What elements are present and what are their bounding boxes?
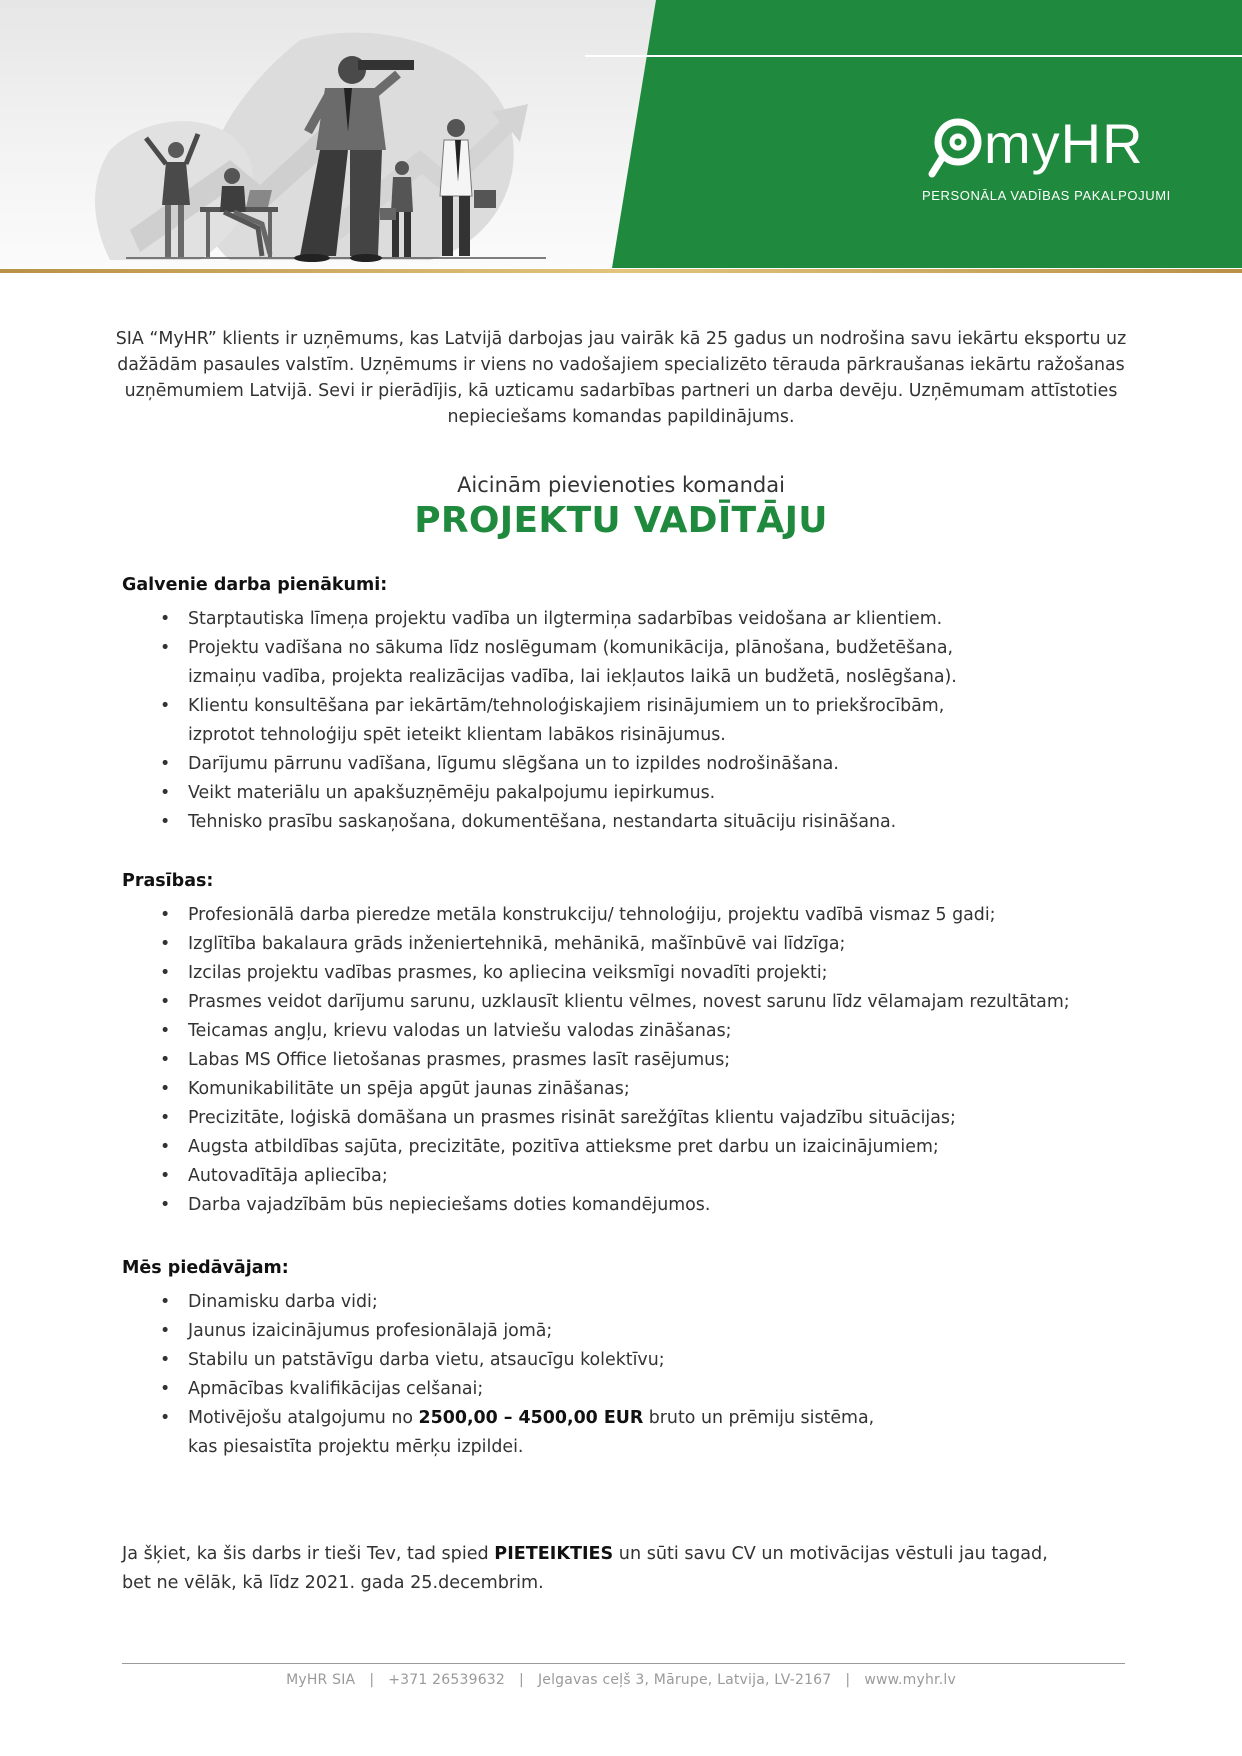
bullet-icon: • <box>160 1350 171 1370</box>
list-item: • Darījumu pārrunu vadīšana, līgumu slēgšana un to izpildes nodrošināšana. <box>122 750 1142 779</box>
bullet-icon: • <box>160 1137 171 1157</box>
closing-text: Ja šķiet, ka šis darbs ir tieši Tev, tad spied PIETEIKTIES un sūti savu CV un motivācijas vēstuli jau tagad, bet ne vēlāk, kā līdz 2021. gada 25.decembrim. <box>122 1544 1048 1593</box>
salary-amount: 2500,00 – 4500,00 EUR <box>418 1408 644 1428</box>
header-divider <box>585 55 1242 57</box>
bullet-icon: • <box>160 783 171 803</box>
offer-title: Mēs piedāvājam: <box>122 1258 289 1278</box>
list-item: • Prasmes veidot darījumu sarunu, uzklausīt klientu vēlmes, novest sarunu līdz vēlamajam rezultātam; <box>122 988 1142 1017</box>
list-item: • Starptautiska līmeņa projektu vadība un ilgtermiņa sadarbības veidošana ar klientiem. <box>122 605 1142 634</box>
position-title: PROJEKTU VADĪTĀJU <box>414 500 828 541</box>
footer-separator: | <box>519 1672 524 1688</box>
bullet-icon: • <box>160 1050 171 1070</box>
bullet-icon: • <box>160 1166 171 1186</box>
footer-divider <box>122 1663 1125 1664</box>
footer <box>0 1672 1242 1688</box>
requirements-list <box>122 901 1142 1220</box>
footer-company: MyHR SIA <box>286 1672 356 1688</box>
duties-section <box>122 570 1142 837</box>
bullet-icon: • <box>160 963 171 983</box>
bullet-icon: • <box>160 609 171 629</box>
list-item: • Teicamas angļu, krievu valodas un latviešu valodas zināšanas; <box>122 1017 1142 1046</box>
offer-list <box>122 1288 1142 1462</box>
salary-item: • Motivējošu atalgojumu no 2500,00 – 4500,00 EUR bruto un prēmiju sistēma, kas piesaistīta projektu mērķu izpildei. <box>122 1404 1142 1462</box>
brand-tagline: PERSONĀLA VADĪBAS PAKALPOJUMI <box>922 188 1171 203</box>
bullet-icon: • <box>160 1379 171 1399</box>
list-item: • Tehnisko prasību saskaņošana, dokumentēšana, nestandarta situāciju risināšana. <box>122 808 1142 837</box>
list-item: • Veikt materiālu un apakšuzņēmēju pakalpojumu iepirkumus. <box>122 779 1142 808</box>
gold-divider <box>0 269 1242 273</box>
footer-address: Jelgavas ceļš 3, Mārupe, Latvija, LV-2167 <box>537 1672 832 1688</box>
list-item: • Labas MS Office lietošanas prasmes, prasmes lasīt rasējumus; <box>122 1046 1142 1075</box>
list-item: • Jaunus izaicinājumus profesionālajā jomā; <box>122 1317 1142 1346</box>
bullet-icon: • <box>160 638 171 658</box>
duties-list <box>122 605 1142 837</box>
offer-section <box>122 1253 1142 1462</box>
list-item: • Profesionālā darba pieredze metāla konstrukciju/ tehnoloģiju, projektu vadībā vismaz 5 gadi; <box>122 901 1142 930</box>
logo-wordmark: myHR <box>984 112 1144 175</box>
invite-text: Aicinām pievienoties komandai <box>457 473 785 497</box>
bullet-icon: • <box>160 812 171 832</box>
list-item: • Izcilas projektu vadības prasmes, ko apliecina veiksmīgi novadīti projekti; <box>122 959 1142 988</box>
footer-website-link[interactable]: www.myhr.lv <box>864 1672 956 1688</box>
bullet-icon: • <box>160 1079 171 1099</box>
header-illustration <box>0 0 656 268</box>
bullet-icon: • <box>160 1292 171 1312</box>
list-item: • Projektu vadīšana no sākuma līdz noslēgumam (komunikācija, plānošana, budžetēšana, izmaiņu vadība, projekta realizācijas vadība, lai iekļautos laikā un budžetā, noslēgšana). <box>122 634 1142 692</box>
bullet-icon: • <box>160 696 171 716</box>
footer-phone[interactable]: +371 26539632 <box>388 1672 506 1688</box>
list-item: • Klientu konsultēšana par iekārtām/tehnoloģiskajiem risinājumiem un to priekšrocībām, izprotot tehnoloģiju spēt ieteikt klientam labākos risinājumus. <box>122 692 1142 750</box>
duties-title: Galvenie darba pienākumi: <box>122 575 388 595</box>
footer-separator: | <box>845 1672 851 1688</box>
list-item: • Darba vajadzībām būs nepieciešams doties komandējumos. <box>122 1191 1142 1220</box>
bullet-icon: • <box>160 1321 171 1341</box>
list-item: • Precizitāte, loģiskā domāšana un prasmes risināt sarežģītas klientu vajadzību situācijas; <box>122 1104 1142 1133</box>
list-item: • Autovadītāja apliecība; <box>122 1162 1142 1191</box>
myhr-logo[interactable] <box>928 110 1148 180</box>
requirements-section <box>122 866 1142 1220</box>
list-item: • Apmācības kvalifikācijas celšanai; <box>122 1375 1142 1404</box>
list-item: • Augsta atbildības sajūta, precizitāte, pozitīva attieksme pret darbu un izaicinājumiem; <box>122 1133 1142 1162</box>
header-banner <box>0 0 1242 272</box>
requirements-title: Prasības: <box>122 871 214 891</box>
list-item: • Izglītība bakalaura grāds inženiertehnikā, mehānikā, mašīnbūvē vai līdzīga; <box>122 930 1142 959</box>
list-item: • Komunikabilitāte un spēja apgūt jaunas zināšanas; <box>122 1075 1142 1104</box>
company-intro: SIA “MyHR” klients ir uzņēmums, kas Latvijā darbojas jau vairāk kā 25 gadus un nodrošina savu iekārtu eksportu uz dažādām pasaules valstīm. Uzņēmums ir viens no vadošajiem specializēto tērauda pārkraušanas iekārtu ražošanas uzņēmumiem Latvijā. Sevi ir pierādījis, kā uzticamu sadarbības partneri un darba devēju. Uzņēmumam attīstoties nepieciešams komandas papildinājums. <box>115 329 1127 427</box>
bullet-icon: • <box>160 905 171 925</box>
bullet-icon: • <box>160 934 171 954</box>
list-item: • Stabilu un patstāvīgu darba vietu, atsaucīgu kolektīvu; <box>122 1346 1142 1375</box>
bullet-icon: • <box>160 1021 171 1041</box>
bullet-icon: • <box>160 992 171 1012</box>
footer-separator: | <box>369 1672 375 1688</box>
bullet-icon: • <box>160 1195 171 1215</box>
bullet-icon: • <box>160 1408 171 1428</box>
apply-cta[interactable]: PIETEIKTIES <box>494 1544 614 1564</box>
bullet-icon: • <box>160 754 171 774</box>
team-vision-illustration <box>0 0 656 268</box>
list-item: • Dinamisku darba vidi; <box>122 1288 1142 1317</box>
bullet-icon: • <box>160 1108 171 1128</box>
magnifier-icon <box>928 118 990 180</box>
